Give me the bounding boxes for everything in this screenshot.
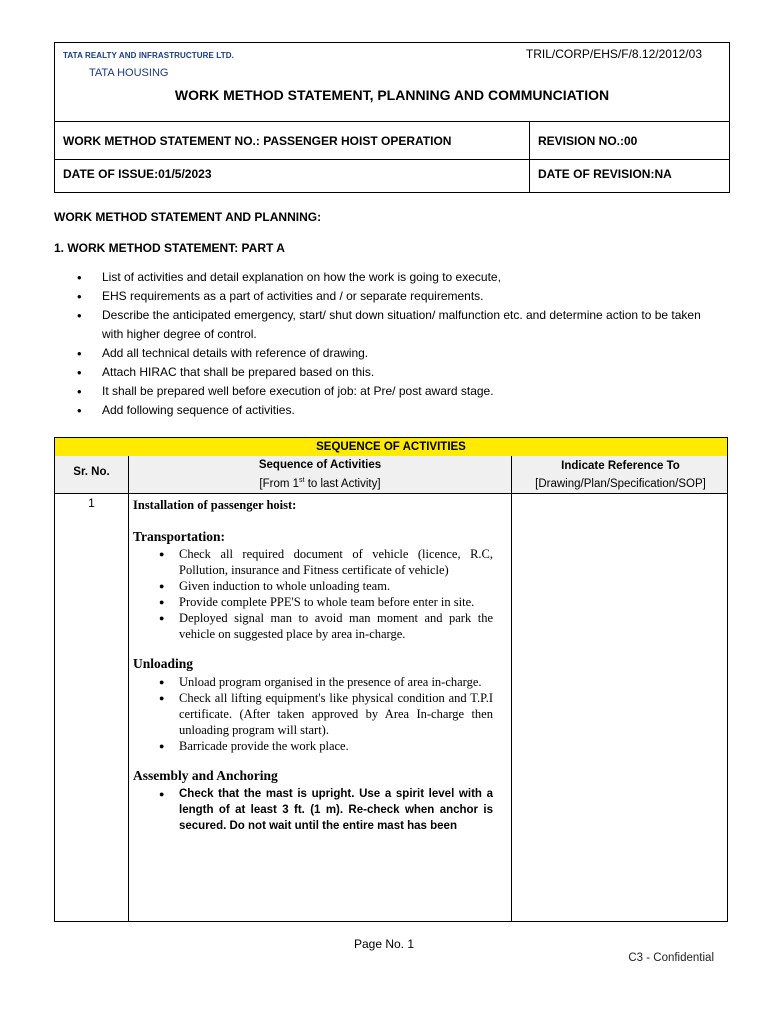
- list-item: ● Given induction to whole unloading team.: [133, 578, 493, 594]
- header-date-row: [55, 159, 729, 194]
- list-item: • Attach HIRAC that shall be prepared based on this.: [70, 363, 720, 382]
- table-header-row: [55, 456, 727, 494]
- list-item: • List of activities and detail explanation on how the work is going to execute,: [70, 268, 720, 287]
- list-item: • Add following sequence of activities.: [70, 401, 720, 420]
- list-item: • Describe the anticipated emergency, start/ shut down situation/ malfunction etc. and determine action to be taken with higher degree of control.: [70, 306, 720, 344]
- header-statement-row: [55, 121, 729, 160]
- list-item: • Add all technical details with reference of drawing.: [70, 344, 720, 363]
- list-item: ● Unload program organised in the presence of area in-charge.: [133, 674, 493, 690]
- section-heading: WORK METHOD STATEMENT AND PLANNING:: [54, 210, 322, 224]
- document-header: [54, 42, 730, 193]
- list-item: ● Check that the mast is upright. Use a spirit level with a length of at least 3 ft. (1 m). Re-check when anchor is secured. Do not wait until the entire mast has been: [133, 786, 493, 834]
- list-item: • It shall be prepared well before execution of job: at Pre/ post award stage.: [70, 382, 720, 401]
- table-row: [133, 497, 493, 834]
- column-header-reference-line2: [Drawing/Plan/Specification/SOP]: [535, 478, 706, 490]
- wms-number: WORK METHOD STATEMENT NO.: PASSENGER HOIST OPERATION: [63, 134, 452, 148]
- list-item: ● Check all lifting equipment's like physical condition and T.P.I certificate. (After taken approved by Area In-charge then unloading program will start).: [133, 690, 493, 738]
- transport-list: [133, 546, 493, 642]
- revision-number: REVISION NO.:00: [538, 134, 638, 148]
- row-sr-number: 1: [88, 496, 95, 510]
- transport-heading: Transportation:: [133, 529, 226, 544]
- date-of-issue: DATE OF ISSUE:01/5/2023: [63, 167, 212, 181]
- unloading-list: [133, 674, 493, 754]
- table-band: [55, 438, 727, 457]
- instruction-list: [70, 268, 720, 420]
- sequence-table: [54, 437, 728, 922]
- column-header-reference: [512, 457, 728, 493]
- table-band-title: SEQUENCE OF ACTIVITIES: [316, 441, 466, 453]
- column-header-reference-line1: Indicate Reference To: [561, 460, 680, 472]
- confidential-label: C3 - Confidential: [628, 952, 714, 964]
- date-of-revision: DATE OF REVISION:NA: [538, 167, 672, 181]
- document-title: WORK METHOD STATEMENT, PLANNING AND COMMUNCIATION: [174, 87, 610, 103]
- table-divider: [511, 456, 512, 922]
- assembly-heading: Assembly and Anchoring: [133, 768, 278, 783]
- brand-logo: TATA HOUSING: [89, 67, 169, 79]
- unloading-heading: Unloading: [133, 656, 194, 671]
- part-a-heading: 1. WORK METHOD STATEMENT: PART A: [54, 241, 285, 255]
- column-header-sequence-line2: [From 1st to last Activity]: [259, 477, 381, 490]
- table-divider: [128, 456, 129, 922]
- list-item: ● Barricade provide the work place.: [133, 738, 493, 754]
- page-number: Page No. 1: [353, 937, 415, 951]
- document-reference: TRIL/CORP/EHS/F/8.12/2012/03: [525, 47, 702, 61]
- company-logo: TATA REALTY AND INFRASTRUCTURE LTD.: [63, 51, 234, 60]
- header-title-row: [55, 43, 729, 122]
- header-divider: [529, 121, 530, 193]
- assembly-list: [133, 786, 493, 834]
- column-header-sr: Sr. No.: [73, 466, 110, 478]
- list-item: ● Deployed signal man to avoid man moment and park the vehicle on suggested place by area in-charge.: [133, 610, 493, 642]
- list-item: • EHS requirements as a part of activities and / or separate requirements.: [70, 287, 720, 306]
- list-item: ● Provide complete PPE'S to whole team before enter in site.: [133, 594, 493, 610]
- column-header-sequence: [129, 457, 511, 492]
- column-header-sequence-line1: Sequence of Activities: [258, 459, 382, 471]
- row-title: Installation of passenger hoist:: [133, 498, 297, 512]
- list-item: ● Check all required document of vehicle (licence, R.C, Pollution, insurance and Fitness certificate of vehicle): [133, 546, 493, 578]
